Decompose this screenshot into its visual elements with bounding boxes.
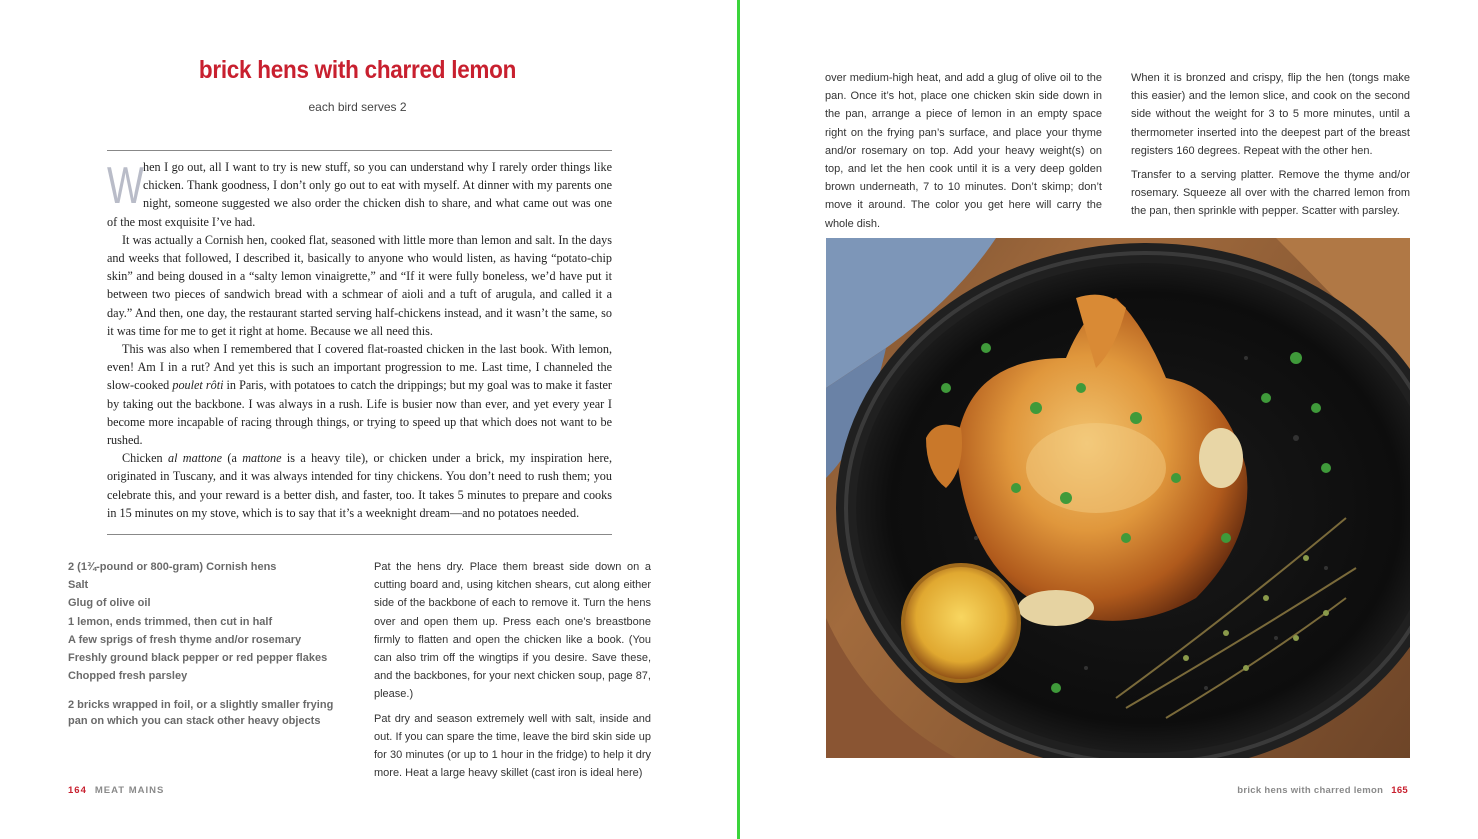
ingredient-item: A few sprigs of fresh thyme and/or rosemary [68,633,302,646]
headnote-italic-al-mattone: al mattone [167,451,223,466]
intro-bottom-rule [107,534,612,535]
headnote-italic-poulet-roti: poulet rôti [172,378,224,393]
method-column-2 [825,69,1102,239]
ingredient-item: 2 (1¾-pound or 800-gram) Cornish hens [68,561,277,573]
headnote-text-1: hen I go out, all I want to try is new stuff, so you can understand why I rarely order things like chicken. Thank goodness, I don’t only go out to eat with myself. At dinner with my parents one night, someone suggested we also order the chicken dish to share, and what came out was one of the most exquisite I’ve had. [107,160,612,229]
method-step-2-continued: over medium-high heat, and add a glug of olive oil to the pan. Once it’s hot, place one chicken skin side down in the pan, arrange a piece of lemon in an empty space right on the frying pan’s surface, and place your thyme and/or rosemary on top. Add your heavy weight(s) on top, and let the hen cook until it is a very deep golden brown underneath, 7 to 10 minutes. Don’t skimp; don’t move it around. The color you get here will carry the whole dish. [825,72,1102,230]
photo-illustration [826,238,1410,758]
method-column-3 [1131,69,1410,227]
headnote-text-3a: This was also when I remembered that I covered flat-roasted chicken in the last book. With lemon, even! Am I in a rut? And yet this is such an important progression to me. Last time, I channeled the slow-cooked [107,342,612,393]
headnote-text-4c: is a heavy tile), or chicken under a brick, my inspiration here, originated in Tuscany, and it was always intended for tiny chickens. You don’t need to rush them; you celebrate this, and your reward is a better dish, and faster, too. It takes 5 minutes to prepare and cooks in 15 minutes on my stove, which is to say that it’s a weeknight dream—and no potatoes needed. [107,451,612,520]
recipe-yield: each bird serves 2 [308,100,407,114]
headnote-paragraph-1 [107,158,612,231]
headnote [107,158,612,522]
method-step-4: Transfer to a serving platter. Remove the thyme and/or rosemary. Squeeze all over with the charred lemon from the pan, then sprinkle with pepper. Scatter with parsley. [1131,169,1410,218]
ingredients-list [68,558,353,729]
method-column-1 [374,558,651,788]
ingredient-item: Freshly ground black pepper or red pepper flakes [68,652,328,665]
running-title: brick hens with charred lemon [1237,785,1384,796]
ingredient-item: 1 lemon, ends trimmed, then cut in half [68,615,273,628]
headnote-paragraph-3 [107,340,612,449]
headnote-italic-mattone: mattone [242,451,282,466]
left-page [0,0,737,839]
recipe-title: brick hens with charred lemon [198,56,517,84]
headnote-text-4a: Chicken [122,451,168,466]
headnote-text-4b: (a [222,451,243,466]
equipment-note: 2 bricks wrapped in foil, or a slightly smaller frying pan on which you can stack other heavy objects [68,699,334,727]
drop-cap: W [107,157,144,215]
right-page [740,0,1478,839]
headnote-paragraph-2: It was actually a Cornish hen, cooked flat, seasoned with little more than lemon and salt. In the days and weeks that followed, I described it, basically to anyone who would listen, as having “potato-chip skin” and being doused in a “salty lemon vinaigrette,” and “If it were fully boneless, we’d have put it between two pieces of sandwich bread with a schmear of aioli and a tuft of arugula, and called it a day.” And then, one day, the restaurant started serving half-chickens instead, and it wasn’t the same, so it was time for me to get it right at home. Because we all need this. [107,232,612,338]
method-step-3: When it is bronzed and crispy, flip the hen (tongs make this easier) and the lemon slice, and cook on the second side without the weight for 3 to 5 more minutes, until a thermometer inserted into the deepest part of the breast registers 160 degrees. Repeat with the other hen. [1131,72,1410,157]
right-page-footer [1237,785,1408,796]
page-number-left: 164 [68,785,87,796]
section-name: MEAT MAINS [94,785,165,796]
ingredient-item: Chopped fresh parsley [68,670,188,683]
headnote-text-3b: in Paris, with potatoes to catch the drippings; but my goal was to make it faster by taking out the backbone. I was always in a rush. Life is busier now than ever, and yet every year I become more incapable of racing through things, or trying to speed up that which does not want to be rushed. [107,378,612,448]
method-step-1: Pat the hens dry. Place them breast side down on a cutting board and, using kitchen shears, cut along either side of the backbone of each to remove it. Turn the hens over and open them up. Press each one’s breastbone firmly to flatten and open the chicken like a book. (You can also trim off the wingtips if you desire. Save these, and the backbones, for your next chicken soup, page 87, please.) [374,561,651,701]
recipe-photo [826,238,1410,758]
intro-top-rule [107,150,612,151]
headnote-paragraph-4 [107,449,612,522]
ingredient-item: Glug of olive oil [68,597,151,610]
left-page-footer [68,785,164,796]
method-step-2-start: Pat dry and season extremely well with salt, inside and out. If you can spare the time, leave the bird skin side up for 30 minutes (or up to 1 hour in the fridge) to help it dry more. Heat a large heavy skillet (cast iron is ideal here) [374,712,651,780]
ingredient-item: Salt [68,579,89,592]
page-number-right: 165 [1391,785,1408,796]
